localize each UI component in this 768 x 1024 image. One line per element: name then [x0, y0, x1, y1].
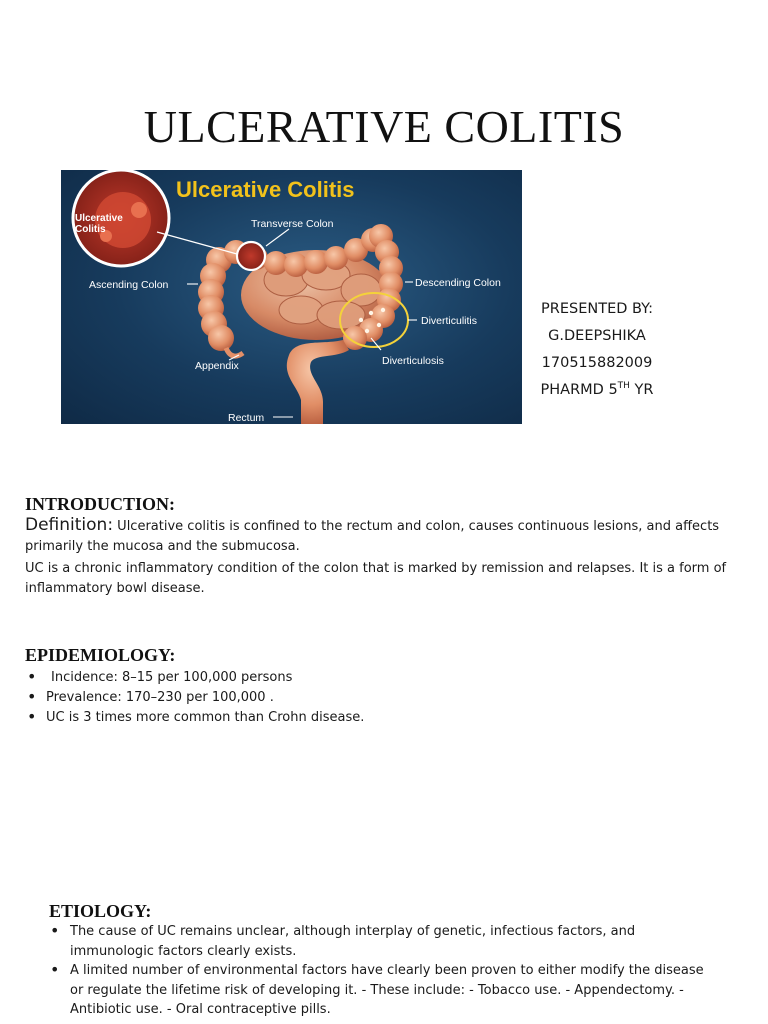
inflamed-spot — [237, 242, 265, 270]
bullet-icon: • — [50, 960, 60, 979]
colon-illustration — [61, 170, 522, 424]
presenter-name: G.DEEPSHIKA — [548, 328, 646, 344]
page-title: ULCERATIVE COLITIS — [143, 101, 625, 152]
label-diverticulitis: Diverticulitis — [421, 315, 478, 327]
list-item — [48, 922, 718, 961]
definition-text: Ulcerative colitis is confined to the rectum and colon, causes continuous lesions, and affects primarily the mucosa and the submucosa. — [25, 519, 720, 554]
list-item-text: The cause of UC remains unclear, although interplay of genetic, infectious factors, and immunologic factors clearly exists. — [70, 924, 636, 959]
bullet-icon: • — [27, 687, 37, 706]
uc-description-paragraph: UC is a chronic inflammatory condition of the colon that is marked by remission and relapses. It is a form of inflammatory bowl disease. — [25, 561, 727, 596]
bullet-icon: • — [27, 667, 37, 686]
list-item — [25, 708, 745, 728]
list-item-text: Incidence: 8–15 per 100,000 persons — [51, 670, 293, 685]
label-descending: Descending Colon — [415, 277, 501, 289]
presented-by-label: PRESENTED BY: — [541, 301, 653, 317]
list-item-text: A limited number of environmental factors have clearly been proven to either modify the disease or regulate the lifetime risk of developing it. - These include: - Tobacco use. - Appendectomy. - Antibiotic use. - Oral contraceptive pills. — [70, 963, 704, 1017]
list-item-text: UC is 3 times more common than Crohn disease. — [46, 710, 365, 725]
list-item — [48, 961, 718, 1020]
list-item — [25, 688, 745, 708]
colon-diagram — [61, 170, 522, 424]
introduction-heading: INTRODUCTION: — [25, 494, 176, 514]
definition-paragraph — [25, 516, 755, 556]
presenter-id: 170515882009 — [541, 355, 653, 371]
definition-label: Definition: — [25, 515, 114, 535]
label-diverticulosis: Diverticulosis — [382, 355, 444, 367]
epidemiology-heading: EPIDEMIOLOGY: — [25, 645, 176, 665]
label-transverse: Transverse Colon — [251, 218, 334, 230]
year-superscript: TH — [617, 381, 630, 392]
inset-label-line2: Colitis — [75, 224, 106, 235]
presenter-block — [532, 296, 662, 404]
bullet-icon: • — [50, 921, 60, 940]
year-suffix: YR — [629, 382, 654, 398]
label-appendix: Appendix — [195, 360, 239, 372]
rectum — [287, 340, 349, 424]
label-ascending: Ascending Colon — [89, 279, 169, 291]
epidemiology-list — [25, 668, 745, 728]
list-item — [25, 668, 745, 688]
year-prefix: PHARMD 5 — [540, 382, 618, 398]
etiology-heading: ETIOLOGY: — [49, 901, 152, 921]
list-item-text: Prevalence: 170–230 per 100,000 . — [46, 690, 274, 705]
label-rectum: Rectum — [228, 412, 265, 424]
presenter-year — [532, 377, 662, 404]
etiology-list — [48, 922, 718, 1020]
bullet-icon: • — [27, 707, 37, 726]
inset-label-line1: Ulcerative — [75, 213, 123, 224]
banner-title: Ulcerative Colitis — [176, 177, 355, 202]
